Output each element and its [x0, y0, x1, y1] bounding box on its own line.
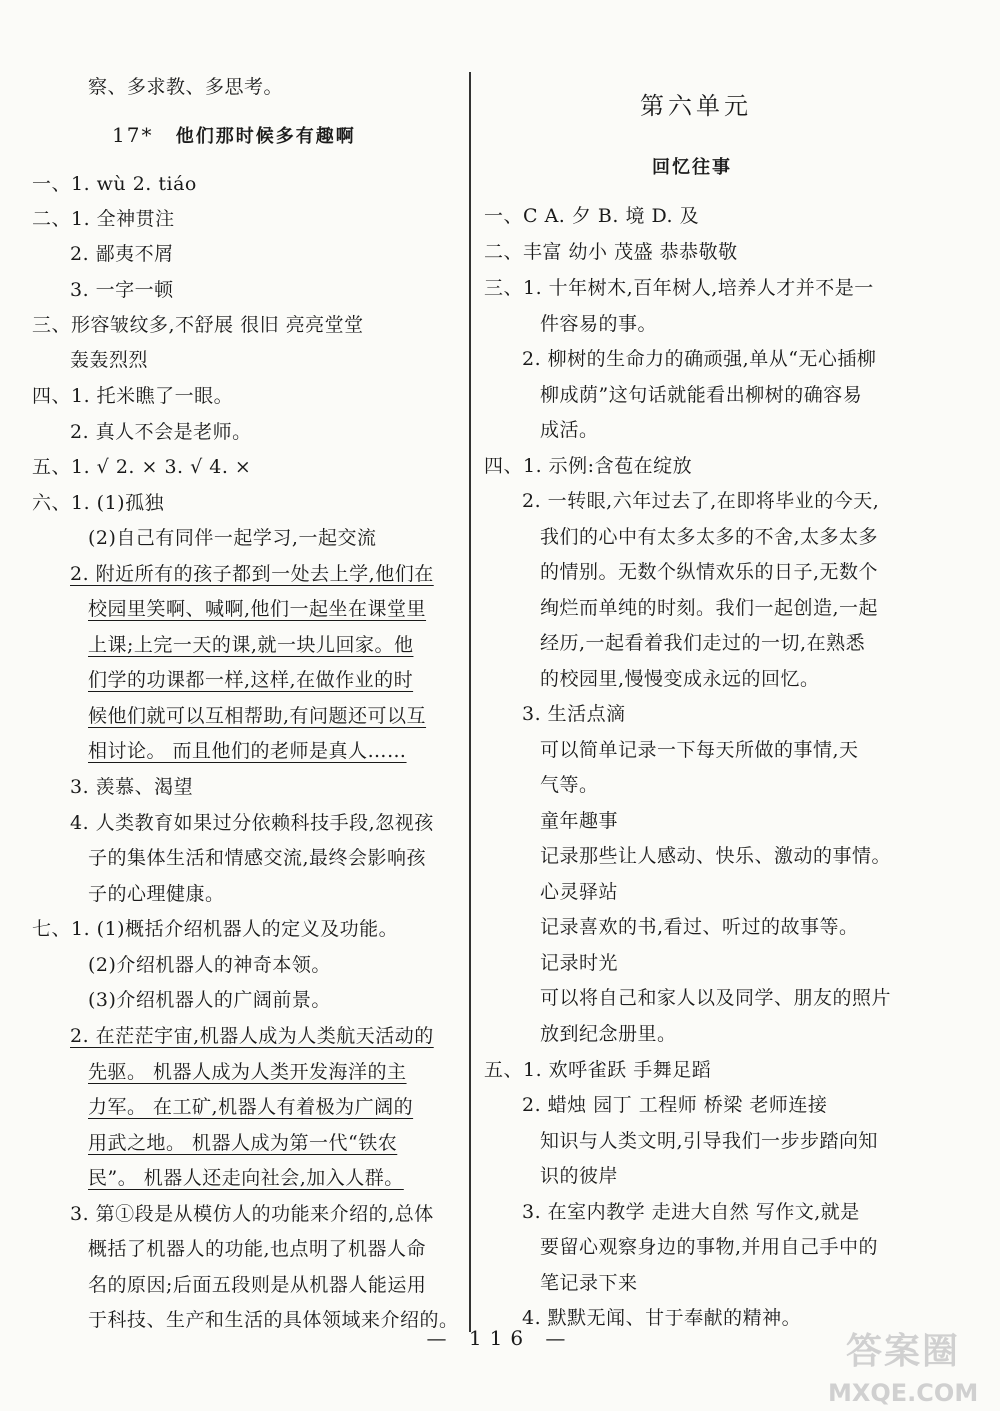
underlined-line: 候他们就可以互相帮助,有问题还可以互	[88, 705, 427, 727]
text-line: 我们的心中有太多太多的不舍,太多太多	[540, 526, 879, 548]
text-line: 绚烂而单纯的时刻。我们一起创造,一起	[540, 597, 879, 619]
text-line: 二、丰富 幼小 茂盛 恭恭敬敬	[484, 241, 738, 263]
text-line: 要留心观察身边的事物,并用自己手中的	[540, 1236, 879, 1258]
watermark-logo: 答案圈	[845, 1331, 960, 1372]
underlined-line: 们学的功课都一样,这样,在做作业的时	[88, 669, 414, 691]
text-line: 放到纪念册里。	[540, 1023, 677, 1045]
text-line: 知识与人类文明,引导我们一步步踏向知	[540, 1130, 879, 1152]
text-line: 名的原因;后面五段则是从机器人能运用	[88, 1274, 427, 1296]
text-line: 识的彼岸	[540, 1165, 619, 1187]
text-line: 柳成荫”这句话就能看出柳树的确容易	[540, 384, 863, 406]
text-line: 四、1. 示例:含苞在绽放	[484, 455, 693, 477]
unit-title: 第六单元	[640, 92, 752, 120]
text-line: 五、1. 欢呼雀跃 手舞足蹈	[484, 1059, 712, 1081]
text-line: 三、1. 十年树木,百年树人,培养人才并不是一	[484, 277, 874, 299]
text-line: (2)自己有同伴一起学习,一起交流	[88, 527, 377, 549]
text-line: 二、1. 全神贯注	[32, 208, 175, 230]
text-line: 的情别。无数个纵情欢乐的日子,无数个	[540, 561, 879, 583]
text-line: 记录那些让人感动、快乐、激动的事情。	[540, 845, 892, 867]
lesson-title: 他们那时候多有趣啊	[175, 126, 356, 147]
text-line: 4. 人类教育如果过分依赖科技手段,忽视孩	[70, 812, 434, 834]
text-line: 4. 默默无闻、甘于奉献的精神。	[522, 1307, 802, 1329]
text-line: 2. 一转眼,六年过去了,在即将毕业的今天,	[522, 490, 880, 512]
underlined-line: 力军。 在工矿,机器人有着极为广阔的	[88, 1096, 414, 1118]
text-line: 子的集体生活和情感交流,最终会影响孩	[88, 847, 427, 869]
underlined-line: 2. 在茫茫宇宙,机器人成为人类航天活动的	[70, 1025, 434, 1047]
text-line: (3)介绍机器人的广阔前景。	[88, 989, 331, 1011]
text-line: 3. 第①段是从模仿人的功能来介绍的,总体	[70, 1203, 434, 1225]
text-line: 3. 羡慕、渴望	[70, 776, 194, 798]
text-line: 成活。	[540, 419, 599, 441]
section-title: 回忆往事	[652, 157, 732, 178]
page-number: — 116 —	[426, 1326, 574, 1350]
text-line: 经历,一起看着我们走过的一切,在熟悉	[540, 632, 866, 654]
text-line: 记录时光	[540, 952, 619, 974]
underlined-line: 相讨论。 而且他们的老师是真人……	[88, 740, 407, 762]
underlined-line: 用武之地。 机器人成为第一代“铁农	[88, 1132, 398, 1154]
lesson-heading	[112, 122, 356, 148]
text-line: 2. 蜡烛 园丁 工程师 桥梁 老师连接	[522, 1094, 828, 1116]
text-line: 三、形容皱纹多,不舒展 很旧 亮亮堂堂	[32, 314, 364, 336]
text-line: 一、1. wù 2. tiáo	[32, 173, 197, 195]
column-divider	[469, 72, 471, 1332]
text-line: 概括了机器人的功能,也点明了机器人命	[88, 1238, 427, 1260]
underlined-line: 校园里笑啊、喊啊,他们一起坐在课堂里	[88, 598, 427, 620]
underlined-line: 民”。 机器人还走向社会,加入人群。	[88, 1167, 404, 1189]
text-line: 记录喜欢的书,看过、听过的故事等。	[540, 916, 859, 938]
text-line: 2. 真人不会是老师。	[70, 421, 252, 443]
underlined-line: 上课;上完一天的课,就一块儿回家。他	[88, 634, 414, 656]
underlined-line: 先驱。 机器人成为人类开发海洋的主	[88, 1061, 407, 1083]
text-line: 笔记录下来	[540, 1272, 638, 1294]
lesson-number: 17*	[112, 123, 154, 147]
underlined-line: 2. 附近所有的孩子都到一处去上学,他们在	[70, 563, 434, 585]
text-line: 子的心理健康。	[88, 883, 225, 905]
text-line: 一、C A. 夕 B. 境 D. 及	[484, 205, 700, 227]
text-line: 五、1. √ 2. × 3. √ 4. ×	[32, 456, 252, 478]
watermark-url: MXQE.COM	[828, 1379, 979, 1407]
watermark	[828, 1327, 978, 1407]
text-line: 的校园里,慢慢变成永远的回忆。	[540, 668, 820, 690]
text-line: 3. 在室内教学 走进大自然 写作文,就是	[522, 1201, 860, 1223]
text-line: 七、1. (1)概括介绍机器人的定义及功能。	[32, 918, 399, 940]
text-line: 轰轰烈烈	[70, 349, 149, 371]
text-line: 可以简单记录一下每天所做的事情,天	[540, 739, 859, 761]
text-line: 可以将自己和家人以及同学、朋友的照片	[540, 987, 892, 1009]
text-line: 童年趣事	[540, 810, 619, 832]
text-line: 于科技、生产和生活的具体领域来介绍的。	[88, 1309, 459, 1331]
text-line: 气等。	[540, 774, 599, 796]
text-line: (2)介绍机器人的神奇本领。	[88, 954, 331, 976]
text-line: 2. 鄙夷不屑	[70, 243, 174, 265]
text-line: 察、多求教、多思考。	[88, 76, 284, 98]
text-line: 2. 柳树的生命力的确顽强,单从“无心插柳	[522, 348, 877, 370]
text-line: 心灵驿站	[540, 881, 619, 903]
text-line: 件容易的事。	[540, 313, 658, 335]
text-line: 六、1. (1)孤独	[32, 492, 165, 514]
text-line: 3. 一字一顿	[70, 279, 174, 301]
text-line: 四、1. 托米瞧了一眼。	[32, 385, 234, 407]
text-line: 3. 生活点滴	[522, 703, 626, 725]
